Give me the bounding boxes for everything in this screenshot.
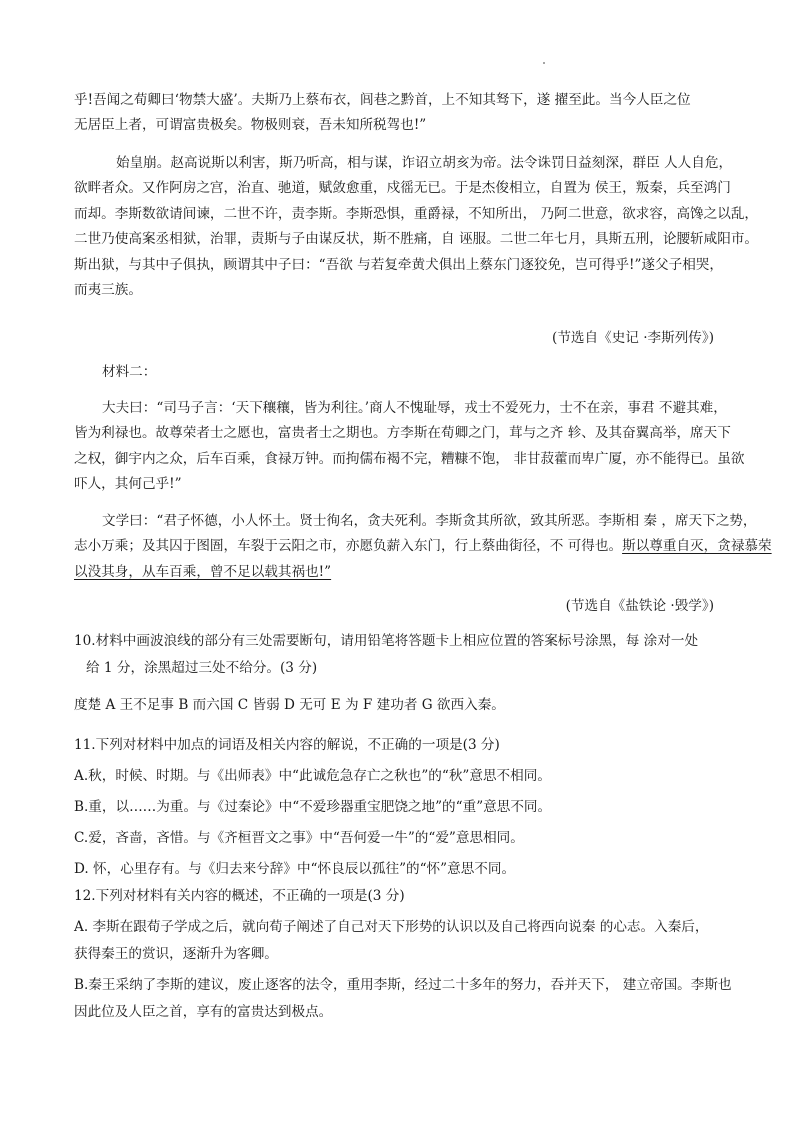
question-10-answer: 度楚 A 王不足事 B 而六国 C 皆弱 D 无可 E 为 F 建功者 G 欲西入秦。: [74, 697, 505, 713]
text-line: 皆为利禄也。故尊荣者士之愿也，富贵者士之期也。方李斯在荀卿之门，茸与之齐 轸、及其奋翼高举，席天下: [74, 425, 731, 442]
text-line: 乎!吾闻之荀卿曰‘物禁大盛’。夫斯乃上蔡布衣，闾巷之黔首，上不知其驽下，遂 擢至此。当今人臣之位: [74, 92, 691, 108]
passage-2: [74, 151, 759, 303]
question-10: [74, 628, 724, 682]
passage-1: [74, 88, 714, 139]
material-2-label: 材料二：: [102, 364, 157, 380]
page-mark: [543, 62, 545, 64]
option-b: B.重，以……为重。与《过秦论》中“不爱珍器重宝肥饶之地”的“重”意思不同。: [74, 799, 552, 815]
option-c: C.爱，吝啬，吝惜。与《齐桓晋文之事》中“吾何爱一牛”的“爱”意思相同。: [74, 830, 524, 846]
option-a: A. 李斯在跟荀子学成之后，就向荀子阐述了自己对天下形势的认识以及自己将西向说秦 的心志。入秦后，: [74, 919, 709, 935]
text-line: 二世乃使高案丞相狱，治罪，责斯与子由谋反状，斯不胜痛，自 诬服。二世二年七月，具斯五刑，论腰斩咸阳市。: [74, 231, 759, 248]
option-b: B.秦王采纳了李斯的建议，废止逐客的法令，重用李斯，经过二十多年的努力，吞并天下， 建立帝国。李斯也: [74, 977, 732, 993]
passage-3: [74, 396, 745, 498]
question-stem: 11.下列对材料中加点的词语及相关内容的解说，不正确的一项是(3 分): [74, 737, 500, 753]
question-11: [74, 732, 724, 883]
question-stem: 10.材料中画波浪线的部分有三处需要断句，请用铅笔将答题卡上相应位置的答案标号涂黑，每 涂对一处: [74, 633, 699, 649]
text-line: 而夷三族。: [74, 282, 142, 299]
source-citation-2: (节选自《盐铁论 ·毁学》): [565, 598, 714, 614]
wavy-underline-segment: 斯以尊重自灭，贪禄慕荣: [622, 538, 772, 555]
option-a: A.秋，时候、时期。与《出师表》中“此诚危急存亡之秋也”的“秋”意思不相同。: [74, 768, 551, 784]
question-12: [74, 883, 732, 1026]
question-stem: 12.下列对材料有关内容的概述，不正确的一项是(3 分): [74, 888, 405, 904]
text-line: 始皇崩。赵高说斯以利害，斯乃听高，相与谋，诈诏立胡亥为帝。法令诛罚日益刻深，群臣 人人自危，: [116, 155, 733, 171]
text-line: 文学曰：“君子怀德，小人怀土。贤士徇名，贪夫死利。李斯贪其所欲，致其所恶。李斯相 秦 ，席天下之势，: [102, 513, 757, 529]
text-line: 而却。李斯数欲请间谏，二世不许，责李斯。李斯恐惧，重爵禄，不知所出， 乃阿二世意，欲求容，高馋之以乱，: [74, 205, 759, 222]
option-d: D. 怀，心里存有。与《归去来兮辞》中“怀良辰以孤往”的“怀”意思不同。: [74, 861, 516, 877]
passage-4: [74, 509, 772, 585]
text-line: 欲畔者众。又作阿房之宫，治直、驰道，赋敛愈重，戍徭无已。于是杰俊相立，自置为 侯王，叛秦，兵至鸿门: [74, 180, 731, 197]
option-b-cont: 因此位及人臣之首，享有的富贵达到极点。: [74, 1004, 333, 1020]
text-line: 大夫曰：“司马子言：‘天下穰穰，皆为利往。’商人不愧耻辱，戎士不爱死力，士不在亲，事君 不避其难，: [102, 400, 727, 416]
text-line: [74, 534, 772, 559]
option-a-cont: 获得秦王的赏识，逐渐升为客卿。: [74, 946, 278, 962]
wavy-underline-segment: 以没其身，从车百乘，曾不足以载其祸也!”: [74, 563, 332, 580]
source-citation-1: (节选自《史记 ·李斯列传》): [552, 330, 714, 346]
text-line: 斯出狱，与其中子俱执，顾谓其中子曰：“吾欲 与若复牵黄犬俱出上蔡东门逐狡免，岂可得乎!”遂父子相哭，: [74, 256, 723, 273]
question-stem: 给 1 分，涂黑超过三处不给分。(3 分): [86, 660, 318, 676]
text-segment: 志小万乘；及其囚于图圄，车裂于云阳之市，亦愿负薪入东门，行上蔡曲街径，不 可得也。: [74, 538, 623, 555]
text-line: 无居臣上者，可谓富贵极矣。物极则衰，吾未知所税驾也!”: [74, 117, 427, 134]
text-line: 之权，御宇内之众，后车百乘，食禄万钟。而拘儒布褐不完，糟糠不饱， 非甘菽藿而卑广厦，亦不能得已。虽欲: [74, 450, 745, 467]
text-line: 吓人，其何己乎!”: [74, 476, 182, 493]
